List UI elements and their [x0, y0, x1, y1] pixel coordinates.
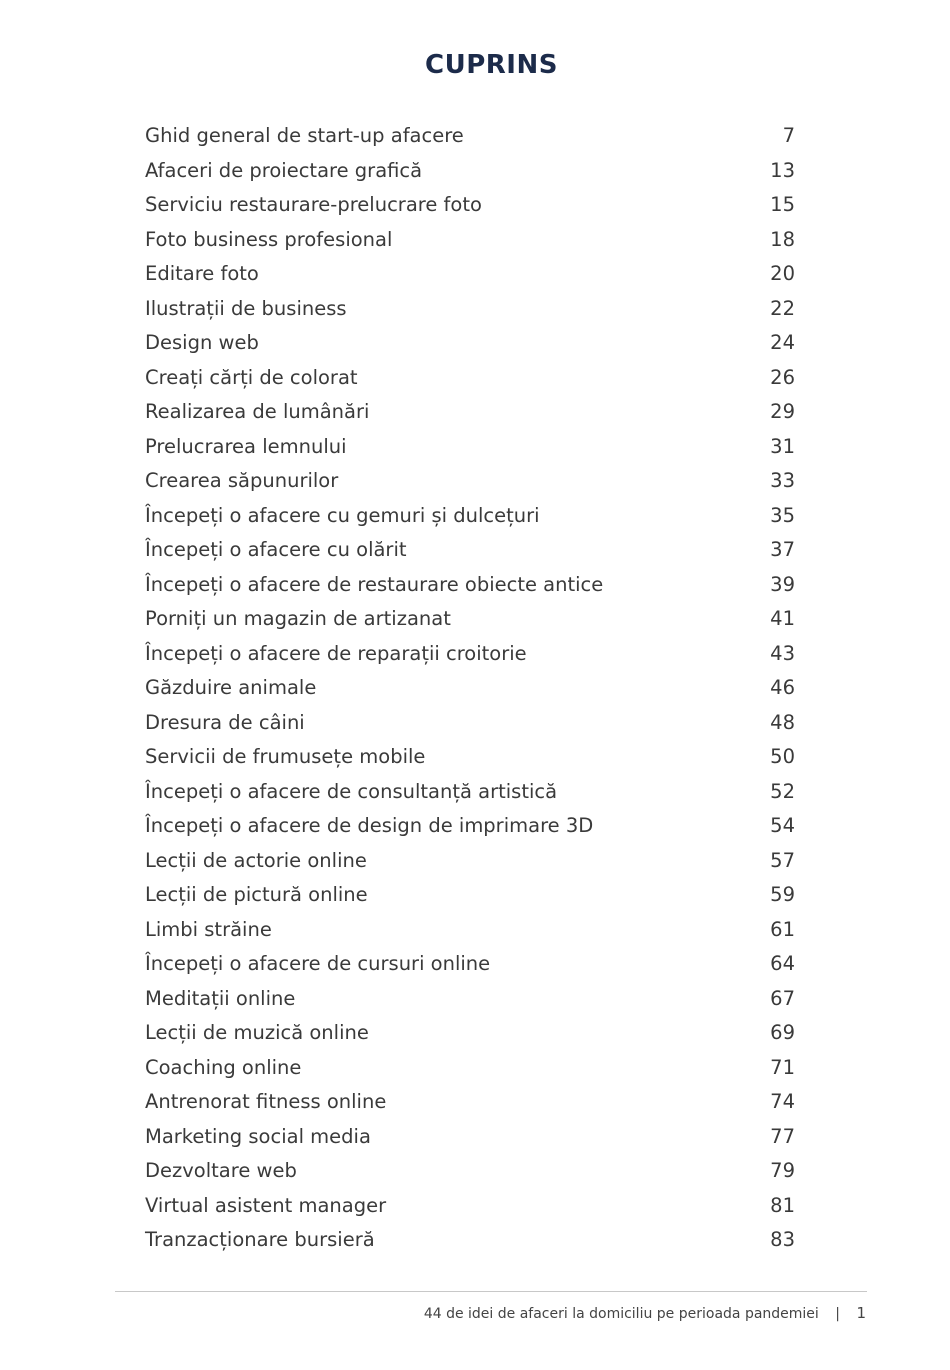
toc-entry-page: 79: [770, 1159, 795, 1182]
page-footer: [424, 1304, 866, 1322]
toc-entry-title: Ghid general de start-up afacere: [145, 124, 464, 147]
toc-entry[interactable]: [145, 844, 795, 879]
toc-entry-page: 24: [770, 331, 795, 354]
toc-entry[interactable]: [145, 809, 795, 844]
toc-entry-title: Afaceri de proiectare grafică: [145, 158, 423, 182]
toc-entry-page: 26: [770, 365, 795, 389]
toc-entry-page: 37: [770, 538, 795, 561]
toc-entry[interactable]: [145, 1016, 795, 1051]
toc-entry[interactable]: [145, 1154, 795, 1189]
footer-divider: [115, 1291, 867, 1292]
toc-entry-page: 39: [770, 572, 795, 596]
toc-entry-title: Limbi străine: [145, 917, 272, 941]
toc-entry-title: Design web: [145, 331, 259, 354]
toc-entry[interactable]: [145, 706, 795, 741]
toc-entry-page: 29: [770, 400, 795, 423]
toc-entry-page: 57: [770, 848, 795, 872]
toc-entry[interactable]: [145, 637, 795, 672]
table-of-contents: [145, 119, 795, 1258]
toc-entry-title: Marketing social media: [145, 1124, 371, 1148]
toc-entry-page: 74: [770, 1090, 795, 1113]
toc-entry-title: Servicii de frumusețe mobile: [145, 745, 426, 768]
toc-entry[interactable]: [145, 395, 795, 430]
toc-entry-page: 33: [770, 469, 795, 492]
toc-entry-title: Dezvoltare web: [145, 1159, 297, 1182]
toc-entry-title: Foto business profesional: [145, 227, 393, 251]
toc-entry-title: Creați cărți de colorat: [145, 365, 358, 389]
toc-entry-title: Începeți o afacere de design de imprimare 3D: [145, 814, 594, 837]
toc-entry[interactable]: [145, 602, 795, 637]
toc-entry-title: Porniți un magazin de artizanat: [145, 607, 451, 630]
toc-entry-page: 7: [782, 124, 795, 147]
toc-entry[interactable]: [145, 775, 795, 810]
toc-entry-title: Editare foto: [145, 262, 259, 285]
footer-book-title: 44 de idei de afaceri la domiciliu pe perioada pandemiei: [423, 1306, 819, 1322]
toc-entry[interactable]: [145, 913, 795, 948]
toc-entry-title: Ilustrații de business: [145, 296, 347, 320]
toc-entry-page: 20: [770, 262, 795, 285]
toc-entry[interactable]: [145, 533, 795, 568]
toc-entry-title: Lecții de muzică online: [145, 1021, 369, 1044]
footer-page-number: 1: [856, 1304, 866, 1322]
toc-entry-page: 69: [770, 1021, 795, 1044]
toc-entry[interactable]: [145, 430, 795, 465]
toc-entry[interactable]: [145, 671, 795, 706]
toc-entry-page: 50: [770, 745, 795, 768]
toc-entry[interactable]: [145, 1223, 795, 1258]
toc-entry-title: Virtual asistent manager: [145, 1193, 387, 1217]
page-title: CUPRINS: [425, 50, 558, 80]
toc-entry-title: Prelucrarea lemnului: [145, 434, 347, 458]
toc-entry-title: Începeți o afacere de cursuri online: [145, 952, 491, 975]
toc-entry-page: 54: [770, 814, 795, 837]
toc-entry-page: 61: [770, 917, 795, 941]
toc-entry-page: 46: [770, 676, 795, 699]
toc-entry-title: Începeți o afacere de consultanță artistică: [145, 779, 558, 803]
toc-entry[interactable]: [145, 740, 795, 775]
toc-entry-title: Antrenorat fitness online: [145, 1090, 387, 1113]
toc-entry-page: 41: [770, 607, 795, 630]
toc-entry-title: Începeți o afacere cu gemuri și dulcețuri: [145, 503, 540, 527]
toc-entry-title: Găzduire animale: [145, 676, 317, 699]
toc-entry[interactable]: [145, 361, 795, 396]
toc-entry-title: Coaching online: [145, 1055, 302, 1079]
toc-entry[interactable]: [145, 326, 795, 361]
toc-entry-page: 67: [770, 986, 795, 1010]
toc-entry[interactable]: [145, 119, 795, 154]
toc-entry-title: Dresura de câini: [145, 710, 305, 734]
toc-entry[interactable]: [145, 1189, 795, 1224]
toc-entry-page: 22: [770, 296, 795, 320]
toc-entry-page: 52: [770, 779, 795, 803]
toc-entry[interactable]: [145, 1051, 795, 1086]
toc-entry[interactable]: [145, 257, 795, 292]
toc-entry[interactable]: [145, 464, 795, 499]
toc-entry[interactable]: [145, 947, 795, 982]
toc-entry-page: 59: [770, 883, 795, 906]
toc-entry-title: Serviciu restaurare-prelucrare foto: [145, 193, 482, 216]
toc-entry-page: 81: [770, 1193, 795, 1217]
toc-entry[interactable]: [145, 154, 795, 189]
toc-entry-title: Lecții de pictură online: [145, 883, 368, 906]
toc-entry-page: 77: [770, 1124, 795, 1148]
toc-entry-page: 35: [770, 503, 795, 527]
toc-entry[interactable]: [145, 292, 795, 327]
toc-entry-page: 83: [770, 1228, 795, 1251]
toc-entry[interactable]: [145, 568, 795, 603]
toc-entry-page: 15: [770, 193, 795, 216]
toc-entry-title: Realizarea de lumânări: [145, 400, 370, 423]
toc-entry[interactable]: [145, 188, 795, 223]
toc-entry-page: 18: [770, 227, 795, 251]
toc-entry[interactable]: [145, 499, 795, 534]
toc-entry-title: Tranzacționare bursieră: [145, 1228, 375, 1251]
toc-entry-title: Meditații online: [145, 986, 296, 1010]
toc-entry-title: Începeți o afacere cu olărit: [145, 538, 407, 561]
toc-entry[interactable]: [145, 223, 795, 258]
toc-entry-title: Începeți o afacere de restaurare obiecte antice: [145, 572, 604, 596]
toc-entry-title: Crearea săpunurilor: [145, 469, 339, 492]
toc-entry-page: 13: [770, 158, 795, 182]
toc-entry[interactable]: [145, 982, 795, 1017]
toc-entry[interactable]: [145, 1120, 795, 1155]
toc-entry-page: 43: [770, 641, 795, 665]
footer-separator: |: [835, 1306, 840, 1322]
toc-entry-title: Lecții de actorie online: [145, 848, 367, 872]
toc-entry[interactable]: [145, 1085, 795, 1120]
toc-entry-page: 31: [770, 434, 795, 458]
toc-entry-page: 48: [770, 710, 795, 734]
toc-entry[interactable]: [145, 878, 795, 913]
toc-entry-title: Începeți o afacere de reparații croitorie: [145, 641, 527, 665]
toc-entry-page: 64: [770, 952, 795, 975]
toc-entry-page: 71: [770, 1055, 795, 1079]
